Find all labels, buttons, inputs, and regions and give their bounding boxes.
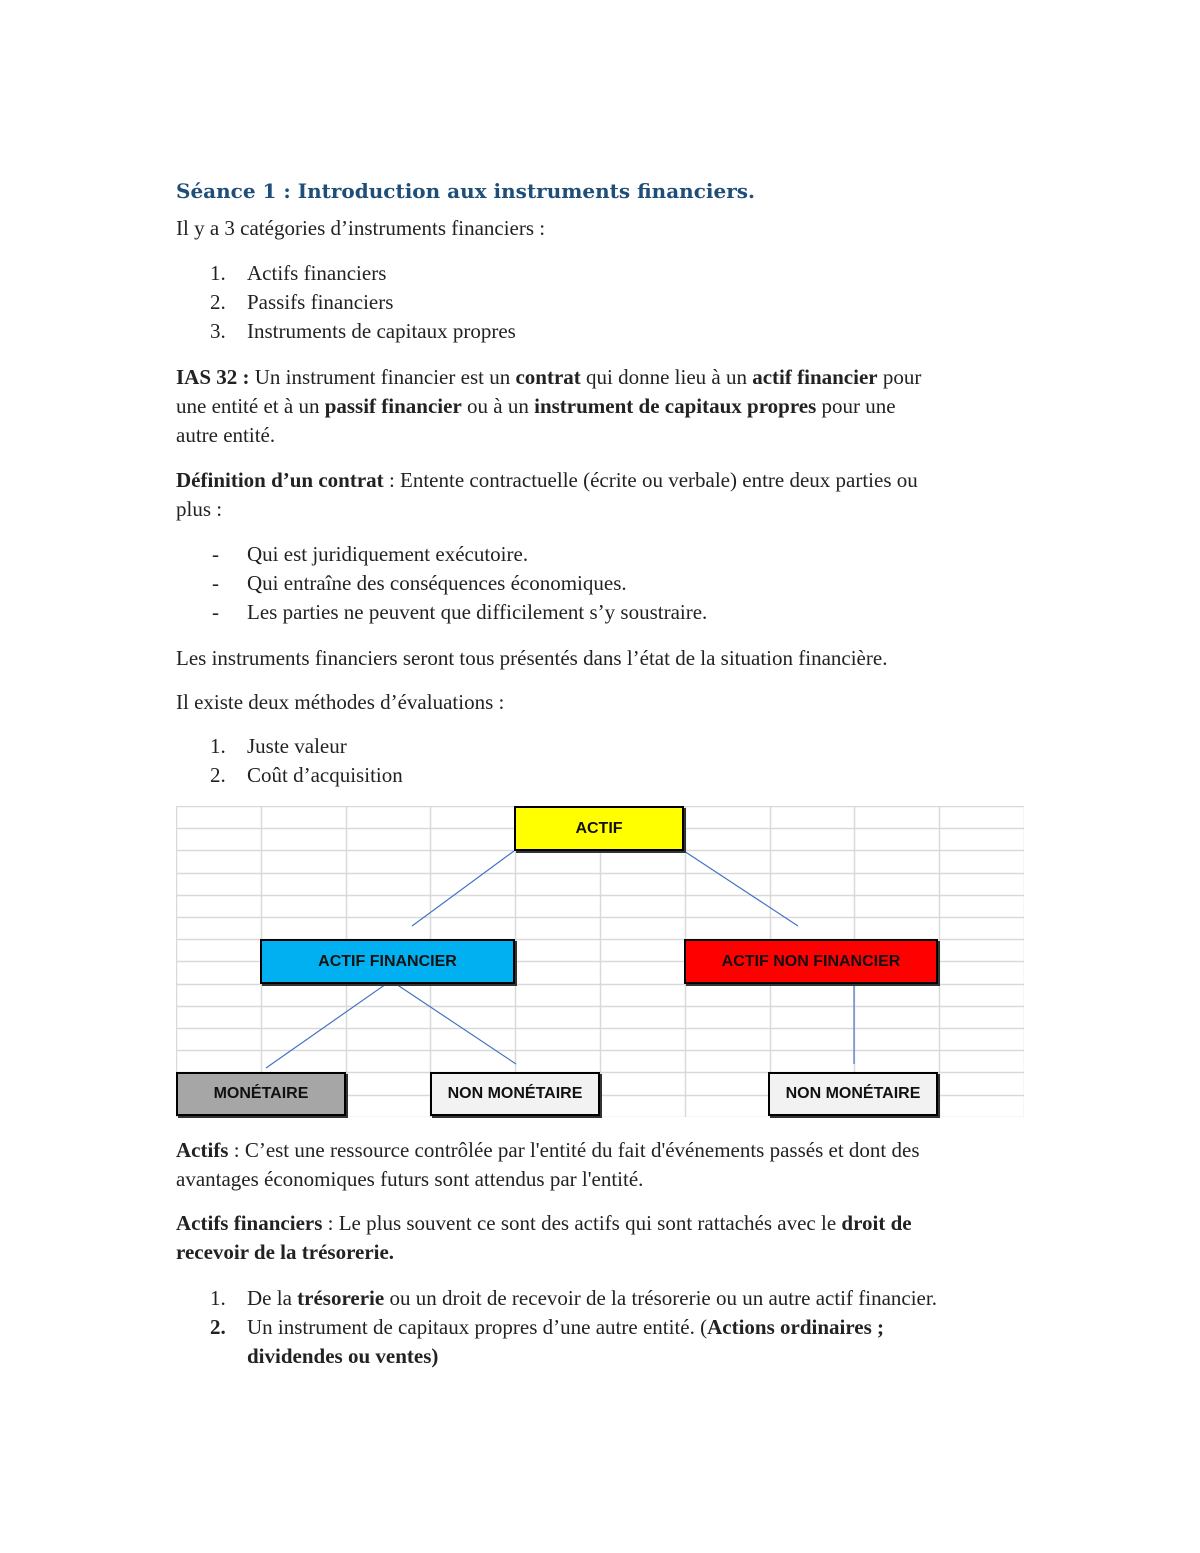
text-run: ou un droit de recevoir de la trésorerie ou un autre actif financier.	[384, 1286, 937, 1310]
text-run: ou à un	[461, 394, 535, 418]
list-item: Actifs financiers	[247, 261, 387, 285]
bold-run: recevoir de la trésorerie.	[176, 1240, 395, 1264]
bold-run: contrat	[515, 365, 581, 389]
text-run: pour une	[816, 394, 896, 418]
bold-run: passif financier	[324, 394, 462, 418]
bold-run: trésorerie	[297, 1286, 385, 1310]
connector-line	[412, 851, 514, 926]
text-run: qui donne lieu à un	[580, 365, 753, 389]
list-item: Qui est juridiquement exécutoire.	[247, 542, 529, 566]
list-number: 3.	[210, 319, 226, 343]
text-run: : Entente contractuelle (écrite ou verbale) entre deux parties ou	[383, 468, 918, 492]
non-monetaire-box	[768, 1072, 938, 1116]
list-item: Juste valeur	[247, 734, 347, 758]
box-label: MONÉTAIRE	[213, 1085, 309, 1102]
list-item: Qui entraîne des conséquences économiques.	[247, 571, 627, 595]
list-number: 1.	[210, 734, 226, 758]
methods-intro: Il existe deux méthodes d’évaluations :	[176, 690, 505, 714]
bullet-dash: -	[212, 571, 219, 595]
list-item: Passifs financiers	[247, 290, 394, 314]
list-number: 1.	[210, 1286, 226, 1310]
ias32-label: IAS 32 :	[176, 365, 250, 389]
bold-run: droit de	[841, 1211, 912, 1235]
text-run: Un instrument financier est un	[249, 365, 516, 389]
bold-run: dividendes ou ventes)	[247, 1344, 439, 1368]
box-label: ACTIF FINANCIER	[318, 952, 457, 970]
connector-line	[684, 851, 798, 926]
connector-line	[266, 984, 386, 1068]
asset-classification-diagram	[176, 806, 1024, 1117]
box-label: NON MONÉTAIRE	[785, 1085, 921, 1102]
non-monetaire-box	[430, 1072, 600, 1116]
list-number: 2.	[210, 1315, 226, 1339]
list-number: 2.	[210, 763, 226, 787]
text-run: une entité et à un	[176, 394, 325, 418]
bold-run: Actions ordinaires ;	[707, 1315, 885, 1339]
actifs-label: Actifs	[176, 1138, 229, 1162]
bullet-dash: -	[212, 600, 219, 624]
list-item: Instruments de capitaux propres	[247, 319, 516, 343]
actif-financier-box	[260, 939, 515, 984]
box-label: NON MONÉTAIRE	[447, 1085, 583, 1102]
bullet-dash: -	[212, 542, 219, 566]
text-line: autre entité.	[176, 423, 276, 447]
bold-run: instrument de capitaux propres	[534, 394, 817, 418]
bold-run: actif financier	[752, 365, 878, 389]
connector-line	[396, 984, 516, 1064]
monetaire-box	[176, 1072, 346, 1116]
actifs-financiers-label: Actifs financiers	[176, 1211, 323, 1235]
contrat-label: Définition d’un contrat	[176, 468, 384, 492]
text-run: : Le plus souvent ce sont des actifs qui sont rattachés avec le	[322, 1211, 842, 1235]
text-line: avantages économiques futurs sont attendus par l'entité.	[176, 1167, 644, 1191]
text-line: plus :	[176, 497, 223, 521]
text-run: De la	[247, 1286, 298, 1310]
list-item: Les parties ne peuvent que difficilement s’y soustraire.	[247, 600, 708, 624]
actif-non-financier-box	[684, 939, 938, 984]
list-number: 1.	[210, 261, 226, 285]
presentation-paragraph: Les instruments financiers seront tous présentés dans l’état de la situation financière.	[176, 646, 888, 670]
page-title: Séance 1 : Introduction aux instruments financiers.	[176, 179, 755, 203]
list-number: 2.	[210, 290, 226, 314]
list-item: Coût d’acquisition	[247, 763, 403, 787]
text-run: : C’est une ressource contrôlée par l'entité du fait d'événements passés et dont des	[228, 1138, 920, 1162]
box-label: ACTIF NON FINANCIER	[721, 952, 901, 970]
actif-box	[514, 806, 684, 851]
intro-paragraph: Il y a 3 catégories d’instruments financiers :	[176, 216, 546, 240]
text-run: Un instrument de capitaux propres d’une autre entité. (	[247, 1315, 708, 1339]
text-run: pour	[877, 365, 922, 389]
box-label: ACTIF	[575, 819, 623, 837]
